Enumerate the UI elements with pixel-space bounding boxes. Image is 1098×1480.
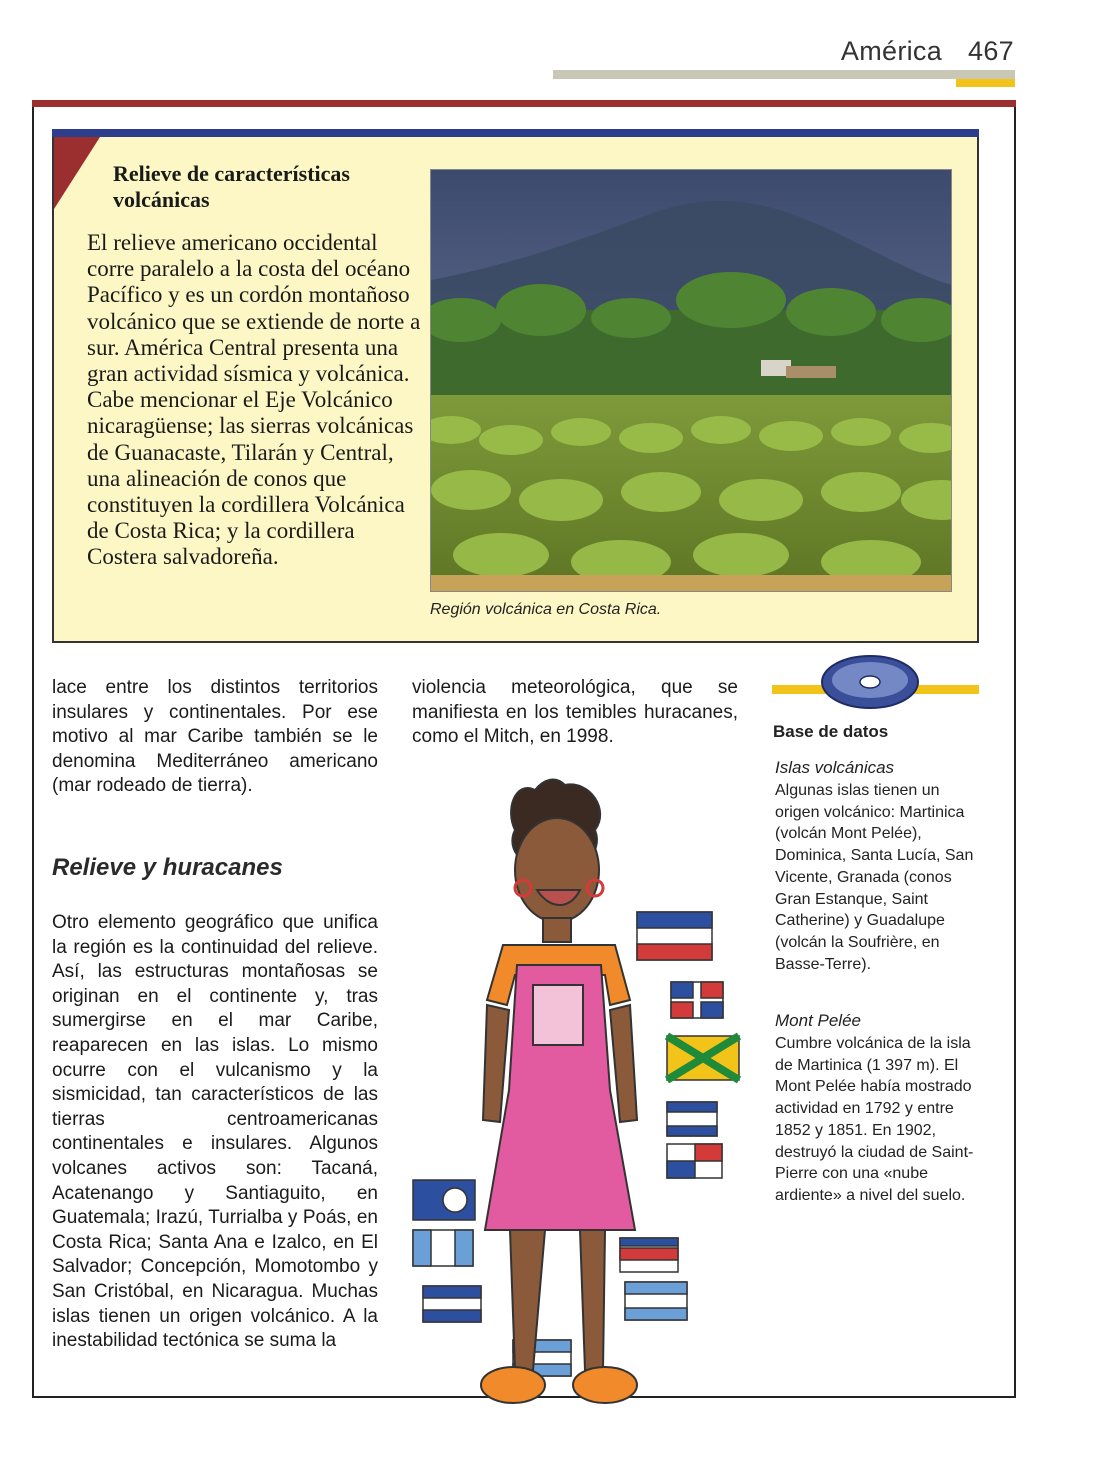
section-heading: Relieve y huracanes [52, 854, 283, 881]
girl-with-flags-illustration [405, 760, 750, 1425]
cd-disc-icon [820, 654, 920, 715]
frame-left-rule [32, 107, 34, 1398]
sidebar-entry-subtitle: Islas volcánicas [775, 758, 895, 777]
sidebar-title: Base de datos [773, 722, 889, 741]
feature-body: El relieve americano occidental corre paralelo a la costa del océano Pacífico y es un cordón montañoso volcánico que se extiende de norte a sur. América Central presenta una gran actividad sísmica y volcánica. Cabe mencionar el Eje Volcánico nicaragüense; las sierras volcánicas de Guanacaste, Tilarán y Central, una alineación de conos que constituyen la cordillera Volcánica de Costa Rica; y la cordillera Costera salvadoreña. [87, 230, 421, 570]
sidebar-entry-subtitle: Mont Pelée [775, 1011, 861, 1030]
feature-box [52, 131, 979, 643]
header-rule-grey [553, 70, 1015, 79]
volcanic-region-photo [430, 169, 952, 592]
page-number: 467 [968, 36, 1014, 66]
frame-right-rule [1014, 107, 1016, 1398]
column1-body: Otro elemento geográfico que unifica la región es la continuidad del relieve. Así, las estructuras montañosas se originan en el continente y, tras sumergirse en el mar Caribe, reaparecen en las islas. Lo mismo ocurre con el vulcanismo y la sismicidad, tan característicos de las tierras centroamericanas continentales e insulares. Algunos volcanes activos son: Tacaná, Acatenango y Santiaguito, en Guatemala; Irazú, Turrialba y Poás, en Costa Rica; Santa Ana e Izalco, en El Salvador; Concepción, Momotombo y San Cristóbal, en Nicaragua. Muchas islas tienen un origen volcánico. A la inestabilidad tectónica se suma la [52, 912, 378, 1352]
feature-top-bar [52, 129, 979, 137]
photo-caption: Región volcánica en Costa Rica. [430, 601, 662, 618]
column2-intro: violencia meteorológica, que se manifiesta en los temibles huracanes, como el Mitch, en 1998. [412, 677, 738, 748]
sidebar-entry-text: Cumbre volcánica de la isla de Martinica (1 397 m). El Mont Pelée había mostrado actividad en 1792 y entre 1852 y 1851. En 1902, destruyó la ciudad de Saint-Pierre con una «nube ardiente» a nivel del suelo. [775, 1035, 974, 1204]
section-title: América [840, 36, 943, 66]
sidebar-entry-text: Algunas islas tienen un origen volcánico: Martinica (volcán Mont Pelée), Dominica, Santa Lucía, San Vicente, Granada (conos Gran Estanque, Saint Catherine) y Guadalupe (volcán la Soufrière, en Basse-Terre). [775, 782, 974, 973]
header-rule-yellow [956, 79, 1015, 87]
feature-title: Relieve de características volcánicas [113, 161, 350, 212]
column1-intro: lace entre los distintos territorios insulares y continentales. Por ese motivo al mar Caribe también se le denomina Mediterráneo americano (mar rodeado de tierra). [52, 677, 378, 797]
running-head [841, 36, 1014, 67]
feature-corner-triangle [54, 137, 100, 209]
header-rule-red [32, 100, 1016, 107]
